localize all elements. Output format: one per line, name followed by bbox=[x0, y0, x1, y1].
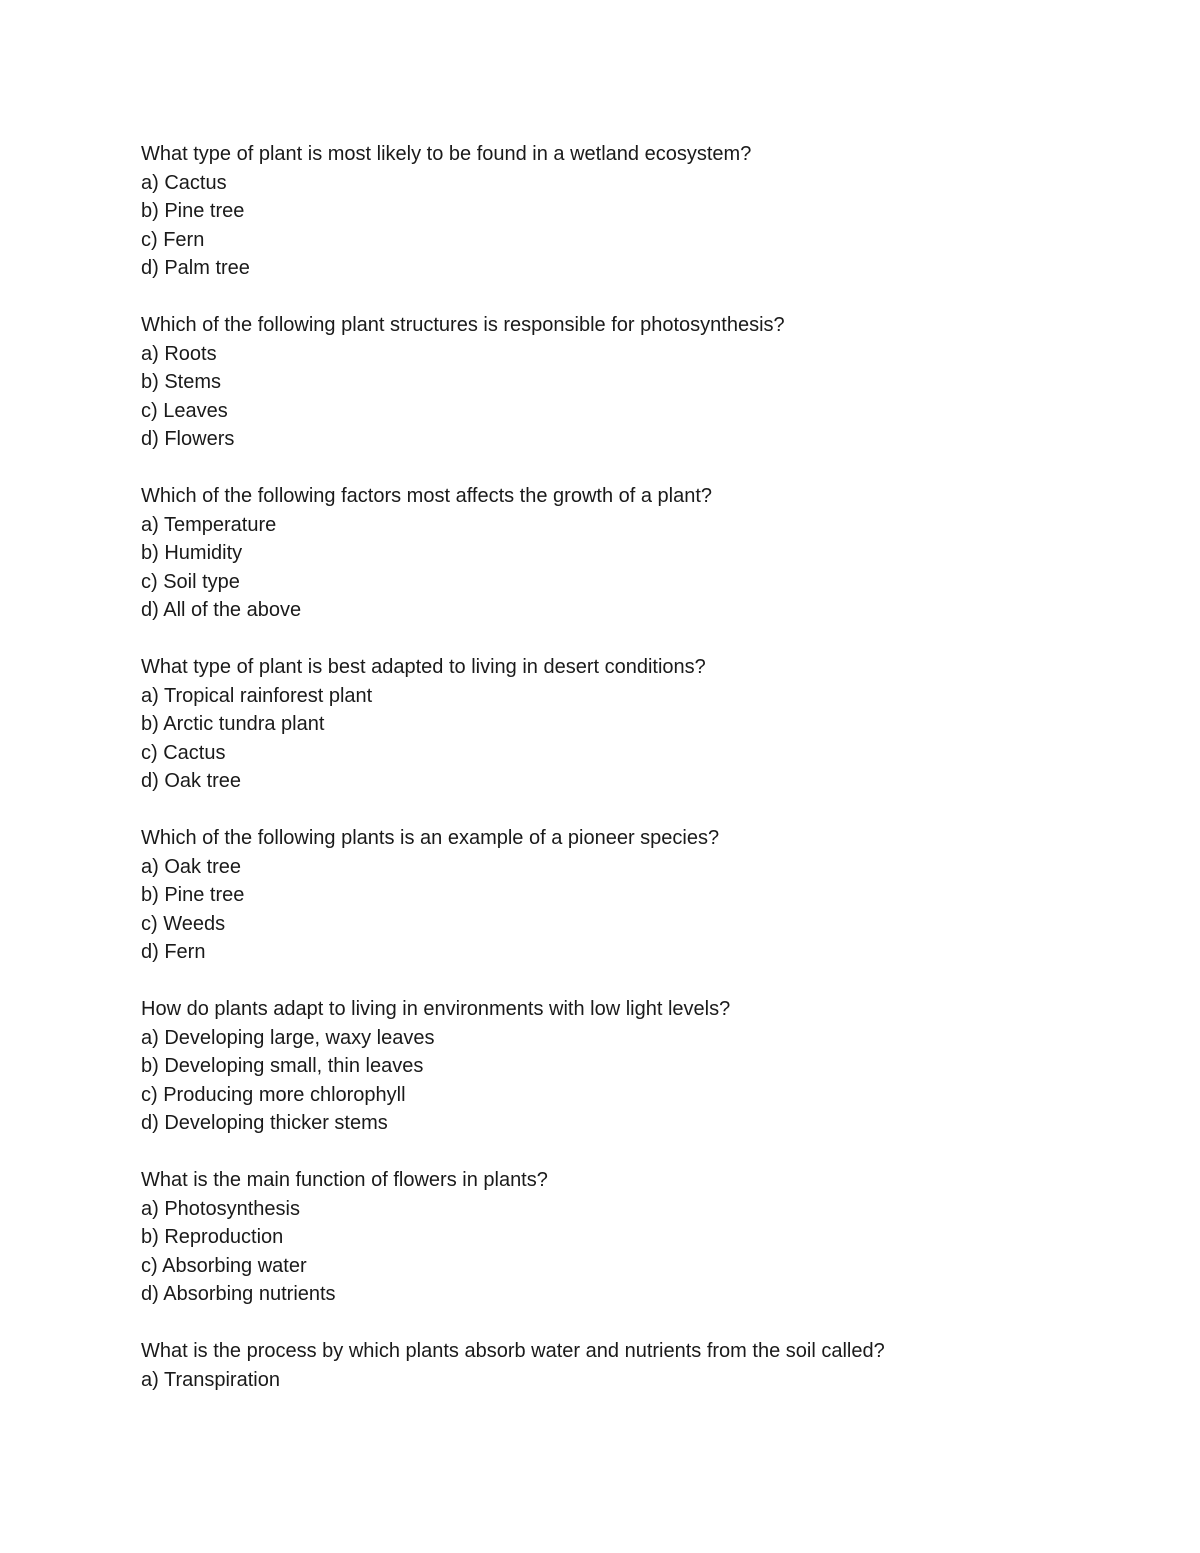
question-7 bbox=[141, 1166, 1141, 1309]
question-4 bbox=[141, 653, 1141, 796]
answer-option: b) Pine tree bbox=[141, 200, 245, 222]
question-text: Which of the following plant structures is responsible for photosynthesis? bbox=[141, 314, 785, 336]
question-2 bbox=[141, 311, 1141, 454]
answer-option: c) Producing more chlorophyll bbox=[141, 1083, 406, 1106]
question-3 bbox=[141, 482, 1141, 625]
answer-option: a) Roots bbox=[141, 342, 217, 365]
answer-option: b) Pine tree bbox=[141, 884, 245, 906]
answer-option: b) Humidity bbox=[141, 542, 243, 564]
answer-option: d) All of the above bbox=[141, 599, 302, 621]
answer-option: a) Photosynthesis bbox=[141, 1197, 300, 1220]
question-text: What type of plant is most likely to be found in a wetland ecosystem? bbox=[141, 143, 752, 165]
answer-option: a) Cactus bbox=[141, 171, 227, 194]
question-text: Which of the following plants is an example of a pioneer species? bbox=[141, 827, 720, 849]
question-1 bbox=[141, 140, 1141, 283]
answer-option: c) Soil type bbox=[141, 570, 240, 593]
answer-option: d) Fern bbox=[141, 941, 206, 963]
question-text: What is the main function of flowers in plants? bbox=[141, 1169, 548, 1191]
answer-option: a) Transpiration bbox=[141, 1368, 280, 1391]
question-5 bbox=[141, 824, 1141, 967]
question-6 bbox=[141, 995, 1141, 1138]
answer-option: d) Flowers bbox=[141, 428, 235, 450]
answer-option: a) Temperature bbox=[141, 513, 277, 536]
answer-option: a) Developing large, waxy leaves bbox=[141, 1026, 435, 1049]
answer-option: d) Palm tree bbox=[141, 257, 250, 279]
answer-option: c) Absorbing water bbox=[141, 1254, 307, 1277]
answer-option: b) Stems bbox=[141, 371, 222, 393]
answer-option: c) Leaves bbox=[141, 399, 228, 422]
answer-option: c) Fern bbox=[141, 228, 205, 251]
answer-option: b) Developing small, thin leaves bbox=[141, 1055, 424, 1077]
answer-option: d) Absorbing nutrients bbox=[141, 1283, 336, 1305]
answer-option: c) Weeds bbox=[141, 912, 226, 935]
answer-option: d) Developing thicker stems bbox=[141, 1112, 388, 1134]
answer-option: a) Oak tree bbox=[141, 855, 242, 878]
question-text: Which of the following factors most affects the growth of a plant? bbox=[141, 485, 713, 507]
question-text: What type of plant is best adapted to living in desert conditions? bbox=[141, 656, 706, 678]
question-text: What is the process by which plants absorb water and nutrients from the soil called? bbox=[141, 1340, 885, 1362]
answer-option: b) Arctic tundra plant bbox=[141, 713, 325, 735]
question-text: How do plants adapt to living in environments with low light levels? bbox=[141, 998, 731, 1020]
answer-option: a) Tropical rainforest plant bbox=[141, 684, 373, 707]
document-page bbox=[141, 140, 1141, 1423]
answer-option: b) Reproduction bbox=[141, 1226, 284, 1248]
answer-option: c) Cactus bbox=[141, 741, 226, 764]
answer-option: d) Oak tree bbox=[141, 770, 242, 792]
question-8 bbox=[141, 1337, 1141, 1394]
